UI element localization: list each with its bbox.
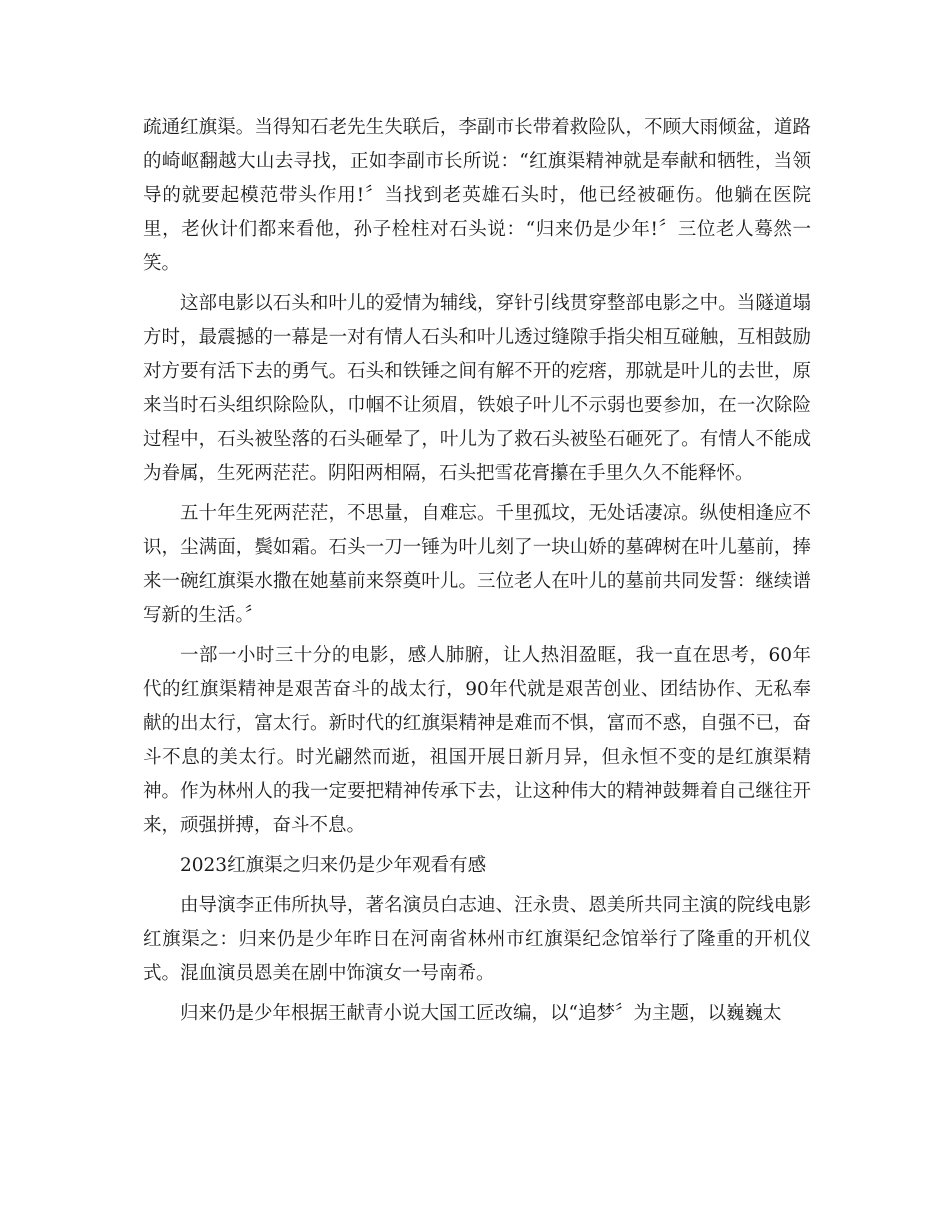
paragraph: 一部一小时三十分的电影，感人肺腑，让人热泪盈眶，我一直在思考，60年代的红旗渠精神是艰苦奋斗的战太行，90年代就是艰苦创业、团结协作、无私奉献的出太行，富太行。新时代的红旗渠精神是难而不惧，富而不惑，自强不已，奋斗不息的美太行。时光翩然而逝，祖国开展日新月异，但永恒不变的是红旗渠精神。作为林州人的我一定要把精神传承下去，让这种伟大的精神鼓舞着自己继往开来，顽强拼搏，奋斗不息。 [143,645,811,836]
paragraph-continued: 疏通红旗渠。当得知石老先生失联后，李副市长带着救险队，不顾大雨倾盆，道路的崎岖翻越大山去寻找，正如李副市长所说：“红旗渠精神就是奉献和牺牲，当领导的就要起模范带头作用!〞当找到老英雄石头时，他已经被砸伤。他躺在医院里，老伙计们都来看他，孙子栓柱对石头说：“归来仍是少年!〞三位老人蓦然一笑。 [143,117,811,274]
paragraph: 由导演李正伟所执导，著名演员白志迪、汪永贵、恩美所共同主演的院线电影红旗渠之：归来仍是少年昨日在河南省林州市红旗渠纪念馆举行了隆重的开机仪式。混血演员恩美在剧中饰演女一号南希。 [143,895,811,984]
section-heading: 2023红旗渠之归来仍是少年观看有感 [180,855,487,876]
document-body [143,111,811,1037]
paragraph: 这部电影以石头和叶儿的爱情为辅线，穿针引线贯穿整部电影之中。当隧道塌方时，最震撼的一幕是一对有情人石头和叶儿透过缝隙手指尖相互碰触，互相鼓励对方要有活下去的勇气。石头和铁锤之间有解不开的疙瘩，那就是叶儿的去世，原来当时石头组织除险队，巾帼不让须眉，铁娘子叶儿不示弱也要参加，在一次除险过程中，石头被坠落的石头砸晕了，叶儿为了救石头被坠石砸死了。有情人不能成为眷属，生死两茫茫。阴阳两相隔，石头把雪花膏攥在手里久久不能释怀。 [143,293,811,484]
paragraph: 归来仍是少年根据王献青小说大国工匠改编，以“追梦〞为主题，以巍巍太 [180,1003,782,1024]
paragraph: 五十年生死两茫茫，不思量，自难忘。千里孤坟，无处话凄凉。纵使相逢应不识，尘满面，鬓如霜。石头一刀一锤为叶儿刻了一块山娇的墓碑树在叶儿墓前，捧来一碗红旗渠水撒在她墓前来祭奠叶儿。三位老人在叶儿的墓前共同发誓：继续谱写新的生活。〞 [143,503,811,626]
